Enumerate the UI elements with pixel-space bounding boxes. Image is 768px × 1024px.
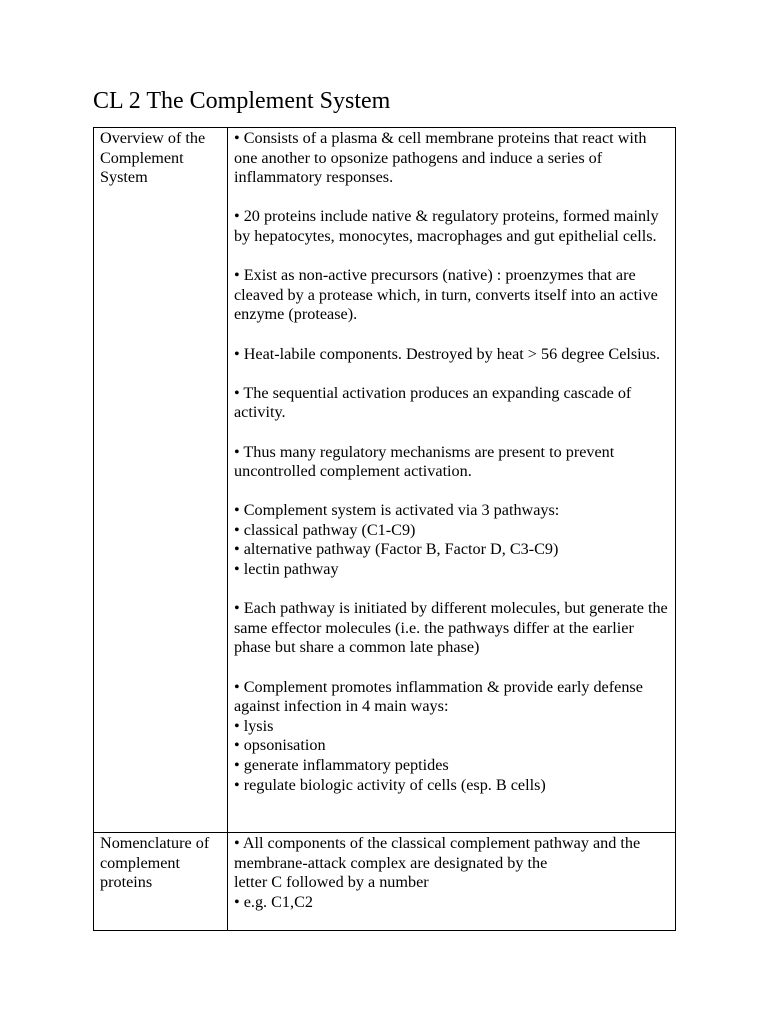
note-line: • alternative pathway (Factor B, Factor D, C3-C9) [234,540,559,559]
note-line: • 20 proteins include native & regulatory proteins, formed mainly by hepatocytes, monocytes, macrophages and gut epithelial cells. [234,207,659,245]
notes-cell [228,833,676,931]
paragraph [234,384,669,423]
note-line: • The sequential activation produces an expanding cascade of activity. [234,383,632,422]
table-row [94,128,676,833]
paragraph [234,443,669,482]
topic-cell [94,128,228,833]
paragraph [234,678,669,796]
note-line: • opsonisation [234,736,326,755]
paragraph [234,599,669,658]
note-line: • classical pathway (C1-C9) [234,520,416,539]
note-line: letter C followed by a number [234,873,429,892]
paragraph [234,207,669,246]
note-line: • Consists of a plasma & cell membrane proteins that react with one another to opsonize pathogens and induce a series of inflammatory responses. [234,129,647,187]
topic-label: Overview of the Complement System [100,129,206,187]
notes-cell [228,128,676,833]
note-line: • Complement system is activated via 3 pathways: [234,501,560,520]
paragraph [234,345,669,365]
table-row [94,833,676,931]
paragraph [234,129,669,188]
topic-cell [94,833,228,931]
note-line: • Complement promotes inflammation & provide early defense against infection in 4 main ways: [234,677,643,716]
paragraph [234,834,669,912]
note-line: • lysis [234,716,274,735]
topic-label: Nomenclature of complement proteins [100,834,210,892]
notes-table [93,127,676,931]
note-line: • lectin pathway [234,560,339,579]
paragraph [234,501,669,579]
note-line: • All components of the classical complement pathway and the membrane-attack complex are designated by the [234,834,641,872]
note-line: • Thus many regulatory mechanisms are present to prevent uncontrolled complement activation. [234,442,615,481]
note-line: • e.g. C1,C2 [234,892,313,911]
page-title: CL 2 The Complement System [93,88,391,114]
paragraph [234,266,669,325]
note-line: • generate inflammatory peptides [234,756,449,774]
note-line: • Heat-labile components. Destroyed by heat > 56 degree Celsius. [234,344,661,363]
note-line: • regulate biologic activity of cells (esp. B cells) [234,775,546,794]
note-line: • Exist as non-active precursors (native) : proenzymes that are cleaved by a protease which, in turn, converts itself into an active enzyme (protease). [234,266,658,324]
note-line: • Each pathway is initiated by different molecules, but generate the same effector molecules (i.e. the pathways differ at the earlier phase but share a common late phase) [234,599,668,657]
